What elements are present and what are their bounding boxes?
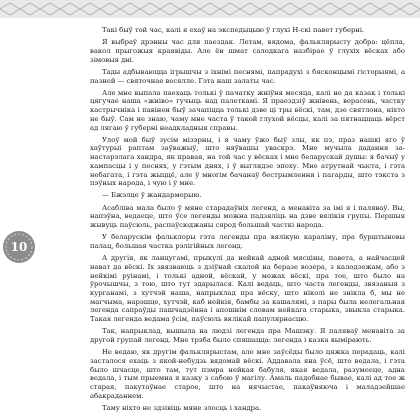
paragraph: Таму ніхто не здзівіць мяне злосць і хандра. <box>102 403 262 412</box>
paragraph: Так, напрыклад, вышыла на людзі легенда пра Машэку. Я паляваў менавіта за другой групай легенд. Мне трэба было спяшацца: легенда і казка вымірають. <box>90 327 405 344</box>
paragraph: Я выбраў дрэнны час для паездак. Летам, вядома, фальклярысту добра: цёпла, вакол прыгожыя краявіды. Але ён шмат салодкага назбірае ў глухіх вёсках або зімовыя дні. <box>90 38 405 64</box>
body-text <box>90 26 405 416</box>
paragraph: А другія, як ланцугамі, прыкулі да нейкай адной мясціны, павета, а найчасцей нават да вёскі. Іх звязваюць з дзіўнай скалой на беразе возера, з калодзежам, або з нейкімі руінамі, і толькі адной, вёскай, у межах вёскі, пра тое, што было на ўрочышчы, з тою, што тут здарылася. Калі ведаць, што часта легенды, звязаныя з курганамі, з хутчэй наша, напрыклад пра вёску, што ніколі не знікла б, мы не магчыма, нарэшце, хутчэй, каб нейкія, бамбы за кашалямі, з пары была нелегальная легенда сапраўды пашчадзённа і апошнім словам нейкага старыка, звыкла старыка. Такая легенда ведама ўсім, паўсюль вялікай папулярнасцю. <box>90 254 405 324</box>
page-number: 10 <box>10 240 28 254</box>
paragraph: Не ведаю, як другім фальклярыстам, але мне заўсёды было цяжка перадаць, калі засталося ехаць з якой-небудзь вядомай вёскі. Аддавала яна ўсё, што ведала, і гэта было шчасце, што там, тут пэмра нейкая бабуля, якая ведала, разумееце, адна ведала, і тым прыемна я казку з сабою ў магілу. Амаль падобнае бывае, калі ад тое ж старая, пакутаўнае старое, што на нячыстае, пакаўняюча і маладзейшае абакраданнем. <box>90 348 405 400</box>
paragraph: Але мне выпала паехаць толькі ў пачатку жніўня месяца, калі не да казак і толькі цягучае наша «жніво» гучыць над палеткамі. Я праездзіў жнівень, верасень, частку кастрычніка і павінен быў зачапіцца толькі дзве ці тры вёскі, там, дзе святлона, ніхто не быў. Сам не знаю, чаму мне часта ў такой глухой вёсцы, калі за пятнаццаць вёрст ад лягаю ў губерні неадкладныя справы. <box>90 88 405 132</box>
header-ornament-band <box>0 0 420 18</box>
dialog-line: — Бжэлце ў жандармерыю. <box>102 191 202 200</box>
paragraph: У беларускім фальклоры гэта легенды пра вялікую караліну, пра бурштыновы палац, большая частка рэлігійных легенд. <box>90 233 405 250</box>
paragraph: Асабліва мала было ў мяне старадаўніх легенд, а менавіта за імі я і паляваў. Вы, напэўна, ведаеце, што ўсе легенды можна падзяліць на дзве вялікія групы. Першыя жывуць паўсюль, распаўсюджаны сярод большай часткі народа. <box>90 203 405 230</box>
paragraph: Улоў мой быў зусім мізэрны, і я чаму ўжо быў злы, як пэ, праз нашкі яго ў хаўтурыі раптам заўважыў, што няўвашы уваскрэ. Мне мучыла дадання за-настарэлага хандра, як правая, на той час у вёсках і мне беларускай душы: я бачыў у кампасцы і у песнях, у гэтым днях, і ў выглядзе эпоху. Мне атрутнай чыста, і гэта небагата, і гэта жыццё, але ў многім бачанаў бестрымлення і пагарды, што тэкста з пэўных народа, і чую і ў мне. <box>90 135 405 188</box>
paragraph: Такі быў той час, калі я ехаў на экспедыцыю ў глухі Н-скі павет губерні. <box>102 26 365 34</box>
paragraph: Тады адбываюцца ігрышчы з іхнімі песнямі, папрадухі з бясконцымі гісторыямі, а пазней — святочнае весялле. Гэта наш залаты час. <box>90 67 405 85</box>
page-number-badge <box>2 230 36 264</box>
